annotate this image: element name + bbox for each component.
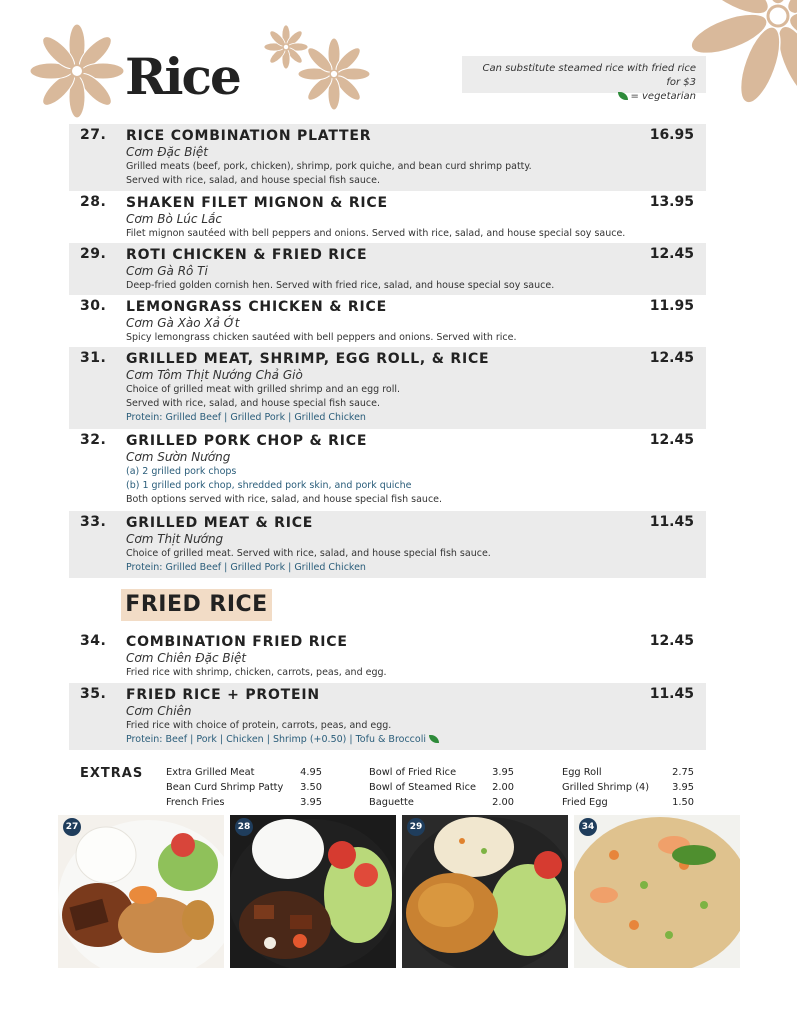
combination-platter-image [58, 815, 224, 968]
extra-price: 3.95 [672, 782, 694, 793]
extras-column-1 [166, 765, 322, 810]
food-photo-27 [58, 815, 224, 968]
item-number: 31. [80, 350, 107, 366]
menu-item [69, 347, 706, 429]
extra-price: 1.50 [672, 797, 694, 808]
extra-price: 2.00 [492, 782, 514, 793]
extra-name: Bean Curd Shrimp Patty [166, 782, 284, 793]
shaken-filet-mignon-image [230, 815, 396, 968]
food-photo-34 [574, 815, 740, 968]
item-description: Served with rice, salad, and house special fish sauce. [126, 398, 381, 409]
item-vietnamese-name: Cơm Gà Xào Xả Ớt [126, 316, 240, 330]
menu-item [69, 243, 706, 295]
food-photo-28 [230, 815, 396, 968]
extras-row [166, 795, 322, 810]
item-name: SHAKEN FILET MIGNON & RICE [126, 195, 388, 211]
item-option-b: (b) 1 grilled pork chop, shredded pork skin, and pork quiche [126, 480, 412, 491]
item-description: Spicy lemongrass chicken sautéed with bell peppers and onions. Served with rice. [126, 332, 517, 343]
extras-row [562, 765, 694, 780]
flower-decoration-medium [296, 36, 372, 112]
item-vietnamese-name: Cơm Sườn Nướng [126, 450, 231, 464]
extras-column-2 [369, 765, 514, 810]
flower-decoration-left [28, 22, 126, 120]
item-vietnamese-name: Cơm Tôm Thịt Nướng Chả Giò [126, 368, 303, 382]
photo-number-badge: 34 [579, 818, 597, 836]
item-vietnamese-name: Cơm Đặc Biệt [126, 145, 208, 159]
extras-row [562, 795, 694, 810]
item-number: 32. [80, 432, 107, 448]
extra-price: 3.95 [492, 767, 514, 778]
fried-rice-menu-list [69, 630, 706, 750]
item-price: 12.45 [649, 246, 694, 262]
substitution-note-text: Can substitute steamed rice with fried rice for $3 [482, 63, 696, 88]
item-price: 16.95 [649, 127, 694, 143]
item-name: ROTI CHICKEN & FRIED RICE [126, 247, 368, 263]
menu-item [69, 295, 706, 347]
item-number: 30. [80, 298, 107, 314]
item-price: 11.45 [649, 686, 694, 702]
photo-number-badge: 27 [63, 818, 81, 836]
item-description: Both options served with rice, salad, and house special fish sauce. [126, 494, 443, 505]
extras-row [369, 795, 514, 810]
food-photo-29 [402, 815, 568, 968]
item-description: Fried rice with shrimp, chicken, carrots, peas, and egg. [126, 667, 387, 678]
item-option-a: (a) 2 grilled pork chops [126, 466, 237, 477]
menu-item [69, 124, 706, 191]
extras-row [369, 780, 514, 795]
item-number: 27. [80, 127, 107, 143]
extra-name: Baguette [369, 797, 414, 808]
extras-row [166, 780, 322, 795]
item-number: 34. [80, 633, 107, 649]
item-name: GRILLED MEAT, SHRIMP, EGG ROLL, & RICE [126, 351, 490, 367]
vegetarian-leaf-icon [429, 735, 439, 743]
item-name: COMBINATION FRIED RICE [126, 634, 348, 650]
extras-row [166, 765, 322, 780]
item-price: 11.45 [649, 514, 694, 530]
extra-name: Bowl of Steamed Rice [369, 782, 477, 793]
item-price: 13.95 [649, 194, 694, 210]
vegetarian-legend-text: = vegetarian [630, 91, 696, 102]
extras-label: EXTRAS [80, 766, 144, 781]
extra-price: 2.75 [672, 767, 694, 778]
extra-price: 3.95 [300, 797, 322, 808]
menu-item [69, 630, 706, 683]
photo-number-badge: 29 [407, 818, 425, 836]
item-name: GRILLED MEAT & RICE [126, 515, 314, 531]
extra-name: Fried Egg [562, 797, 608, 808]
extra-name: Bowl of Fried Rice [369, 767, 457, 778]
item-name: RICE COMBINATION PLATTER [126, 128, 372, 144]
rice-menu-list [69, 124, 706, 578]
item-description: Grilled meats (beef, pork, chicken), shrimp, pork quiche, and bean curd shrimp patty. [126, 161, 532, 172]
item-description: Choice of grilled meat with grilled shrimp and an egg roll. [126, 384, 401, 395]
item-description: Deep-fried golden cornish hen. Served with fried rice, salad, and house special soy sauce. [126, 280, 555, 291]
substitution-note [462, 56, 706, 102]
menu-item [69, 429, 706, 511]
item-name: LEMONGRASS CHICKEN & RICE [126, 299, 387, 315]
extra-name: Grilled Shrimp (4) [562, 782, 650, 793]
item-number: 29. [80, 246, 107, 262]
menu-item [69, 511, 706, 578]
combination-fried-rice-image [574, 815, 740, 968]
item-price: 12.45 [649, 432, 694, 448]
item-protein-options [126, 733, 694, 747]
extra-price: 2.00 [492, 797, 514, 808]
item-vietnamese-name: Cơm Thịt Nướng [126, 532, 224, 546]
extras-row [369, 765, 514, 780]
item-price: 12.45 [649, 633, 694, 649]
item-vietnamese-name: Cơm Chiên Đặc Biệt [126, 651, 247, 665]
menu-item [69, 683, 706, 750]
item-protein-options-text: Protein: Beef | Pork | Chicken | Shrimp (+0.50) | Tofu & Broccoli [126, 734, 426, 745]
item-protein-options: Protein: Grilled Beef | Grilled Pork | Grilled Chicken [126, 562, 366, 573]
extra-name: Extra Grilled Meat [166, 767, 255, 778]
item-description: Served with rice, salad, and house special fish sauce. [126, 175, 381, 186]
page-title: Rice [125, 47, 240, 106]
roti-chicken-image [402, 815, 568, 968]
fried-rice-section-header: FRIED RICE [121, 589, 272, 621]
item-vietnamese-name: Cơm Bò Lúc Lắc [126, 212, 222, 226]
item-description: Filet mignon sautéed with bell peppers and onions. Served with rice, salad, and house special soy sauce. [126, 228, 626, 239]
item-number: 28. [80, 194, 107, 210]
item-price: 11.95 [649, 298, 694, 314]
extra-price: 4.95 [300, 767, 322, 778]
extras-column-3 [562, 765, 694, 810]
item-vietnamese-name: Cơm Gà Rô Ti [126, 264, 208, 278]
item-price: 12.45 [649, 350, 694, 366]
item-name: FRIED RICE + PROTEIN [126, 687, 320, 703]
extras-row [562, 780, 694, 795]
item-description: Fried rice with choice of protein, carrots, peas, and egg. [126, 720, 392, 731]
item-number: 33. [80, 514, 107, 530]
photo-number-badge: 28 [235, 818, 253, 836]
item-name: GRILLED PORK CHOP & RICE [126, 433, 368, 449]
item-protein-options: Protein: Grilled Beef | Grilled Pork | Grilled Chicken [126, 412, 366, 423]
extra-price: 3.50 [300, 782, 322, 793]
item-number: 35. [80, 686, 107, 702]
vegetarian-leaf-icon [618, 92, 628, 100]
extra-name: French Fries [166, 797, 225, 808]
item-description: Choice of grilled meat. Served with rice, salad, and house special fish sauce. [126, 548, 491, 559]
extra-name: Egg Roll [562, 767, 602, 778]
item-vietnamese-name: Cơm Chiên [126, 704, 192, 718]
menu-item [69, 191, 706, 243]
